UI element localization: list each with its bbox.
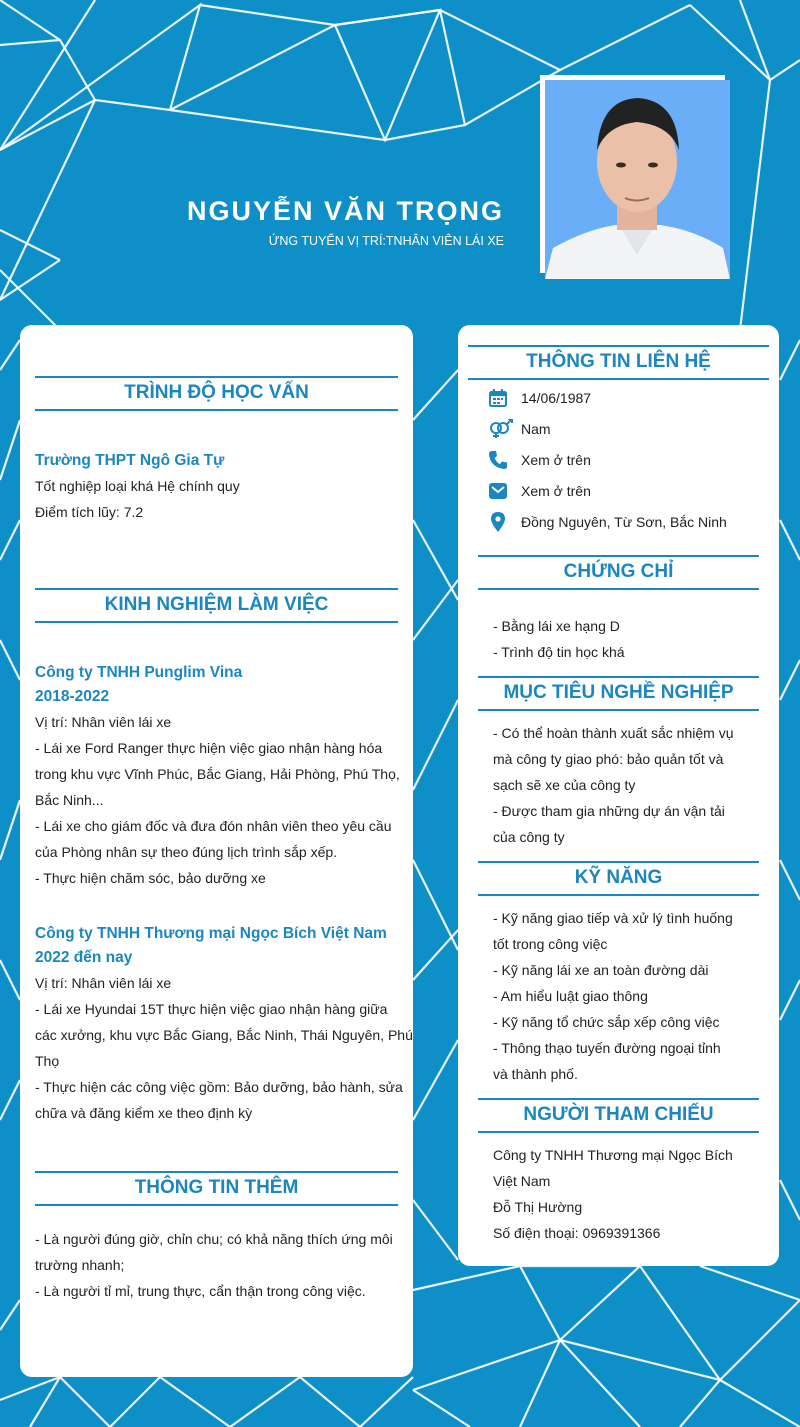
education-title: TRÌNH ĐỘ HỌC VẤN: [35, 376, 398, 411]
profile-photo: [545, 80, 730, 279]
reference-line: Việt Nam: [493, 1173, 551, 1189]
education-line: Tốt nghiệp loại khá Hệ chính quy: [35, 478, 240, 494]
skill-line: - Thông thạo tuyến đường ngoại tỉnh: [493, 1040, 721, 1056]
job-line: - Lái xe Hyundai 15T thực hiện việc giao nhận hàng giữa: [35, 1001, 388, 1017]
calendar-icon: [488, 388, 508, 408]
objective-line: của công ty: [493, 829, 565, 845]
job-line: - Thực hiện chăm sóc, bảo dưỡng xe: [35, 870, 266, 886]
job-company: Công ty TNHH Thương mại Ngọc Bích Việt Nam: [35, 925, 387, 942]
contact-gender: [488, 416, 768, 442]
contact-value: Nam: [521, 421, 551, 437]
reference-line: Đỗ Thị Hường: [493, 1199, 583, 1215]
certificates-title: CHỨNG CHỈ: [478, 555, 759, 590]
objective-title: MỤC TIÊU NGHỀ NGHIỆP: [478, 676, 759, 711]
certificate-line: - Bằng lái xe hạng D: [493, 618, 620, 634]
objective-line: - Có thể hoàn thành xuất sắc nhiệm vụ: [493, 725, 734, 741]
phone-icon: [488, 450, 508, 470]
job-period: 2022 đến nay: [35, 949, 133, 966]
apply-position: ỨNG TUYỂN VỊ TRÍ:TNHÂN VIÊN LÁI XE: [268, 234, 504, 248]
job-line: trong khu vực Vĩnh Phúc, Bắc Giang, Hải Phòng, Phú Thọ,: [35, 766, 400, 782]
job-company: Công ty TNHH Punglim Vina: [35, 664, 243, 681]
contact-value: 14/06/1987: [521, 390, 592, 406]
contact-value: Xem ở trên: [521, 452, 591, 468]
skill-line: và thành phố.: [493, 1066, 578, 1082]
education-school: Trường THPT Ngô Gia Tự: [35, 452, 225, 469]
objective-line: mà công ty giao phó: bảo quản tốt và: [493, 751, 724, 767]
job-line: Thọ: [35, 1053, 60, 1069]
extra-info-title: THÔNG TIN THÊM: [35, 1171, 398, 1206]
contact-birthday: [488, 385, 768, 411]
contact-email[interactable]: [488, 478, 768, 504]
skill-line: - Am hiểu luật giao thông: [493, 988, 648, 1004]
objective-line: - Được tham gia những dự án vận tải: [493, 803, 725, 819]
skill-line: - Kỹ năng tổ chức sắp xếp công việc: [493, 1014, 720, 1030]
job-line: - Lái xe Ford Ranger thực hiện việc giao nhận hàng hóa: [35, 740, 383, 756]
extra-line: trường nhanh;: [35, 1257, 125, 1273]
experience-title: KINH NGHIỆM LÀM VIỆC: [35, 588, 398, 623]
contact-phone[interactable]: [488, 447, 768, 473]
skill-line: - Kỹ năng giao tiếp và xử lý tình huống: [493, 910, 733, 926]
reference-line: Số điện thoại: 0969391366: [493, 1225, 661, 1241]
skill-line: - Kỹ năng lái xe an toàn đường dài: [493, 962, 709, 978]
contact-value: Đồng Nguyên, Từ Sơn, Bắc Ninh: [521, 514, 727, 530]
reference-title: NGƯỜI THAM CHIẾU: [478, 1098, 759, 1133]
job-line: - Lái xe cho giám đốc và đưa đón nhân viên theo yêu cầu: [35, 818, 392, 834]
certificate-line: - Trình độ tin học khá: [493, 644, 625, 660]
extra-line: - Là người tỉ mỉ, trung thực, cẩn thận trong công việc.: [35, 1283, 366, 1299]
skills-title: KỸ NĂNG: [478, 861, 759, 896]
objective-line: sạch sẽ xe của công ty: [493, 777, 636, 793]
job-line: các xưởng, khu vực Bắc Giang, Bắc Ninh, Thái Nguyên, Phú: [35, 1027, 413, 1043]
candidate-name: NGUYỄN VĂN TRỌNG: [186, 196, 504, 226]
contact-value: Xem ở trên: [521, 483, 591, 499]
education-line: Điểm tích lũy: 7.2: [35, 504, 144, 520]
location-icon: [488, 512, 508, 532]
reference-line: Công ty TNHH Thương mại Ngọc Bích: [493, 1147, 733, 1163]
job-line: Vị trí: Nhân viên lái xe: [35, 975, 172, 991]
email-icon: [488, 481, 508, 501]
job-line: Vị trí: Nhân viên lái xe: [35, 714, 172, 730]
job-line: của Phòng nhân sự theo đúng lịch trình sắp xếp.: [35, 844, 338, 860]
job-period: 2018-2022: [35, 688, 110, 705]
contact-title: THÔNG TIN LIÊN HỆ: [468, 345, 769, 380]
job-line: chữa và đăng kiểm xe theo định kỳ: [35, 1105, 253, 1121]
extra-line: - Là người đúng giờ, chỉn chu; có khả năng thích ứng môi: [35, 1231, 393, 1247]
gender-icon: [488, 419, 514, 439]
job-line: Bắc Ninh...: [35, 792, 104, 808]
contact-address: [488, 509, 768, 535]
job-line: - Thực hiện các công việc gồm: Bảo dưỡng, bảo hành, sửa: [35, 1079, 403, 1095]
skill-line: tốt trong công việc: [493, 936, 608, 952]
